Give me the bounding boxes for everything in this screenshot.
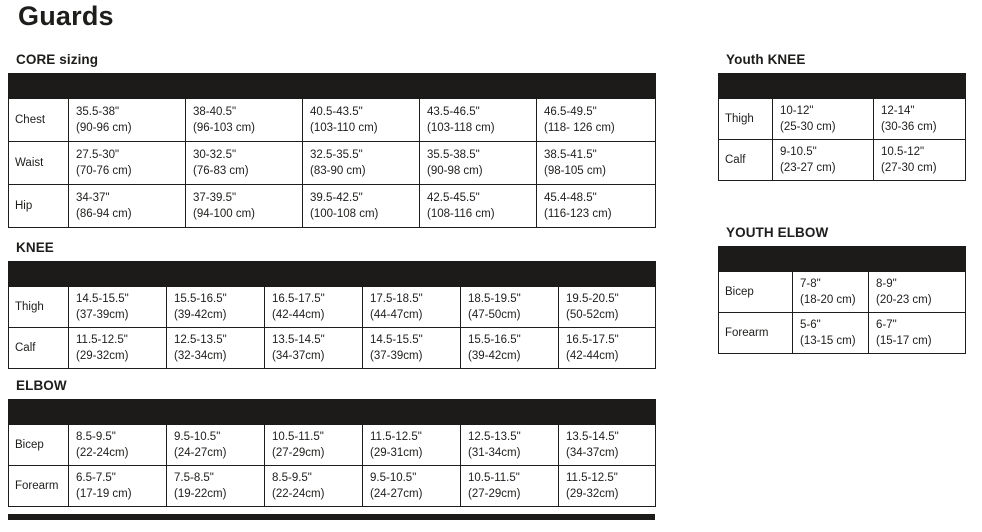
size-inches: 19.5-20.5"	[566, 292, 619, 305]
section-knee	[8, 240, 656, 369]
row-label: Forearm	[9, 466, 69, 507]
size-cm: (25-30 cm)	[780, 120, 836, 133]
size-cm: (22-24cm)	[272, 487, 325, 500]
row-label: Chest	[9, 99, 69, 142]
size-cell	[461, 425, 559, 466]
size-cm: (29-32cm)	[566, 487, 619, 500]
size-cm: (22-24cm)	[76, 446, 129, 459]
size-inches: 8.5-9.5"	[76, 430, 116, 443]
size-cm: (76-83 cm)	[193, 164, 249, 177]
table-row	[9, 328, 656, 369]
size-cm: (34-37cm)	[272, 349, 325, 362]
size-table-core	[8, 73, 656, 228]
size-cell	[69, 99, 186, 142]
table-header-row	[9, 400, 656, 425]
size-inches: 11.5-12.5"	[566, 471, 618, 484]
size-cm: (42-44cm)	[566, 349, 619, 362]
size-cm: (90-96 cm)	[76, 121, 132, 134]
size-inches: 10.5-11.5"	[468, 471, 520, 484]
table-row	[719, 313, 966, 354]
section-youth-elbow	[718, 225, 966, 354]
table-row	[9, 425, 656, 466]
size-cm: (118- 126 cm)	[544, 121, 615, 134]
size-cell	[363, 466, 461, 507]
size-inches: 15.5-16.5"	[174, 292, 227, 305]
size-inches: 10.5-11.5"	[272, 430, 324, 443]
size-cell	[186, 185, 303, 228]
size-cell	[265, 425, 363, 466]
size-cell	[537, 142, 656, 185]
size-cm: (50-52cm)	[566, 308, 619, 321]
size-cm: (39-42cm)	[174, 308, 227, 321]
section-title-knee: KNEE	[16, 240, 54, 255]
size-cm: (24-27cm)	[370, 487, 423, 500]
size-cell	[69, 142, 186, 185]
row-label: Bicep	[719, 272, 793, 313]
size-inches: 14.5-15.5"	[76, 292, 129, 305]
size-cm: (42-44cm)	[272, 308, 325, 321]
size-inches: 18.5-19.5"	[468, 292, 521, 305]
size-cm: (37-39cm)	[76, 308, 129, 321]
size-table-youth-elbow	[718, 246, 966, 354]
size-inches: 13.5-14.5"	[566, 430, 619, 443]
table-row	[719, 99, 966, 140]
table-row	[9, 466, 656, 507]
size-cell	[265, 328, 363, 369]
size-cm: (27-29cm)	[272, 446, 325, 459]
size-cm: (32-34cm)	[174, 349, 227, 362]
size-cell	[874, 140, 966, 181]
size-inches: 45.4-48.5"	[544, 191, 597, 204]
section-title-youth-elbow: YOUTH ELBOW	[726, 225, 829, 240]
size-cell	[363, 425, 461, 466]
size-cell	[167, 466, 265, 507]
size-inches: 12.5-13.5"	[174, 333, 227, 346]
size-inches: 8.5-9.5"	[272, 471, 312, 484]
size-cell	[559, 466, 656, 507]
size-inches: 5-6"	[800, 318, 821, 331]
table-row	[9, 287, 656, 328]
size-cell	[303, 99, 420, 142]
size-cell	[420, 142, 537, 185]
size-inches: 35.5-38.5"	[427, 148, 480, 161]
size-cell	[69, 425, 167, 466]
section-core-sizing	[8, 52, 656, 228]
size-cm: (108-116 cm)	[427, 207, 495, 220]
size-inches: 12-14"	[881, 104, 915, 117]
size-cm: (44-47cm)	[370, 308, 423, 321]
row-label: Calf	[9, 328, 69, 369]
size-cm: (116-123 cm)	[544, 207, 612, 220]
size-cm: (86-94 cm)	[76, 207, 132, 220]
size-inches: 8-9"	[876, 277, 897, 290]
size-inches: 38.5-41.5"	[544, 148, 597, 161]
size-table-knee	[8, 261, 656, 369]
size-cm: (96-103 cm)	[193, 121, 255, 134]
size-cm: (29-31cm)	[370, 446, 423, 459]
size-cell	[265, 466, 363, 507]
size-cm: (47-50cm)	[468, 308, 521, 321]
section-title-core: CORE sizing	[16, 52, 99, 67]
size-cm: (94-100 cm)	[193, 207, 255, 220]
size-cell	[793, 272, 869, 313]
table-row	[9, 185, 656, 228]
size-inches: 27.5-30"	[76, 148, 120, 161]
size-cm: (19-22cm)	[174, 487, 227, 500]
row-label: Thigh	[9, 287, 69, 328]
size-cm: (18-20 cm)	[800, 293, 856, 306]
size-cell	[461, 287, 559, 328]
size-inches: 15.5-16.5"	[468, 333, 521, 346]
page-title: Guards	[18, 1, 114, 31]
size-cell	[167, 328, 265, 369]
table-row	[9, 99, 656, 142]
size-inches: 9.5-10.5"	[174, 430, 221, 443]
size-inches: 30-32.5"	[193, 148, 237, 161]
size-inches: 11.5-12.5"	[76, 333, 128, 346]
table-row	[719, 140, 966, 181]
size-cell	[186, 142, 303, 185]
table-header-bar	[9, 400, 656, 425]
size-cell	[869, 313, 966, 354]
size-inches: 6.5-7.5"	[76, 471, 116, 484]
size-cell	[69, 466, 167, 507]
row-label: Forearm	[719, 313, 793, 354]
size-cell	[167, 425, 265, 466]
size-cm: (15-17 cm)	[876, 334, 932, 347]
table-header-row	[719, 74, 966, 99]
size-cell	[869, 272, 966, 313]
size-cm: (70-76 cm)	[76, 164, 132, 177]
size-cell	[773, 140, 874, 181]
size-cell	[461, 328, 559, 369]
size-inches: 34-37"	[76, 191, 110, 204]
section-title-youth-knee: Youth KNEE	[726, 52, 806, 67]
size-inches: 43.5-46.5"	[427, 105, 480, 118]
size-table-youth-knee	[718, 73, 966, 181]
size-inches: 17.5-18.5"	[370, 292, 423, 305]
size-inches: 10.5-12"	[881, 145, 925, 158]
row-label: Waist	[9, 142, 69, 185]
size-cm: (20-23 cm)	[876, 293, 932, 306]
size-cell	[461, 466, 559, 507]
size-cm: (100-108 cm)	[310, 207, 379, 220]
row-label: Calf	[719, 140, 773, 181]
size-cell	[265, 287, 363, 328]
row-label: Hip	[9, 185, 69, 228]
size-cell	[186, 99, 303, 142]
size-cell	[559, 328, 656, 369]
size-cm: (23-27 cm)	[780, 161, 836, 174]
size-cm: (37-39cm)	[370, 349, 423, 362]
size-inches: 13.5-14.5"	[272, 333, 325, 346]
size-inches: 6-7"	[876, 318, 897, 331]
table-row	[9, 142, 656, 185]
size-cell	[793, 313, 869, 354]
size-cell	[167, 287, 265, 328]
size-cell	[303, 142, 420, 185]
size-inches: 16.5-17.5"	[272, 292, 325, 305]
size-cell	[363, 328, 461, 369]
section-elbow	[8, 378, 656, 507]
size-cm: (98-105 cm)	[544, 164, 606, 177]
size-inches: 7.5-8.5"	[174, 471, 214, 484]
size-cell	[69, 185, 186, 228]
size-cm: (27-29cm)	[468, 487, 521, 500]
size-cm: (103-110 cm)	[310, 121, 378, 134]
table-header-bar	[9, 74, 656, 99]
table-header-row	[9, 262, 656, 287]
size-table-elbow	[8, 399, 656, 507]
size-cm: (17-19 cm)	[76, 487, 132, 500]
table-row	[719, 272, 966, 313]
size-cell	[420, 185, 537, 228]
size-cm: (34-37cm)	[566, 446, 619, 459]
size-inches: 42.5-45.5"	[427, 191, 480, 204]
row-label: Thigh	[719, 99, 773, 140]
size-cm: (39-42cm)	[468, 349, 521, 362]
size-inches: 46.5-49.5"	[544, 105, 597, 118]
size-inches: 39.5-42.5"	[310, 191, 363, 204]
size-cm: (13-15 cm)	[800, 334, 856, 347]
size-cm: (103-118 cm)	[427, 121, 495, 134]
size-cell	[773, 99, 874, 140]
size-cell	[537, 99, 656, 142]
size-cm: (30-36 cm)	[881, 120, 937, 133]
size-cm: (90-98 cm)	[427, 164, 483, 177]
truncated-next-table-header-bar	[8, 514, 655, 520]
size-cell	[559, 287, 656, 328]
size-cm: (24-27cm)	[174, 446, 227, 459]
size-cell	[363, 287, 461, 328]
size-inches: 35.5-38"	[76, 105, 120, 118]
section-youth-knee	[718, 52, 966, 181]
size-cell	[69, 287, 167, 328]
size-cm: (27-30 cm)	[881, 161, 937, 174]
size-inches: 9.5-10.5"	[370, 471, 417, 484]
size-cm: (83-90 cm)	[310, 164, 366, 177]
size-inches: 37-39.5"	[193, 191, 237, 204]
size-cm: (31-34cm)	[468, 446, 521, 459]
size-cell	[303, 185, 420, 228]
size-inches: 7-8"	[800, 277, 821, 290]
table-header-bar	[9, 262, 656, 287]
size-cell	[69, 328, 167, 369]
size-inches: 9-10.5"	[780, 145, 817, 158]
size-inches: 32.5-35.5"	[310, 148, 363, 161]
size-cm: (29-32cm)	[76, 349, 129, 362]
table-header-bar	[719, 247, 966, 272]
size-inches: 40.5-43.5"	[310, 105, 363, 118]
size-cell	[874, 99, 966, 140]
section-title-elbow: ELBOW	[16, 378, 67, 393]
size-inches: 14.5-15.5"	[370, 333, 423, 346]
table-header-bar	[719, 74, 966, 99]
size-inches: 10-12"	[780, 104, 814, 117]
table-header-row	[719, 247, 966, 272]
size-cell	[537, 185, 656, 228]
size-inches: 16.5-17.5"	[566, 333, 619, 346]
table-header-row	[9, 74, 656, 99]
size-inches: 11.5-12.5"	[370, 430, 422, 443]
size-cell	[420, 99, 537, 142]
row-label: Bicep	[9, 425, 69, 466]
size-inches: 38-40.5"	[193, 105, 237, 118]
size-cell	[559, 425, 656, 466]
size-inches: 12.5-13.5"	[468, 430, 521, 443]
